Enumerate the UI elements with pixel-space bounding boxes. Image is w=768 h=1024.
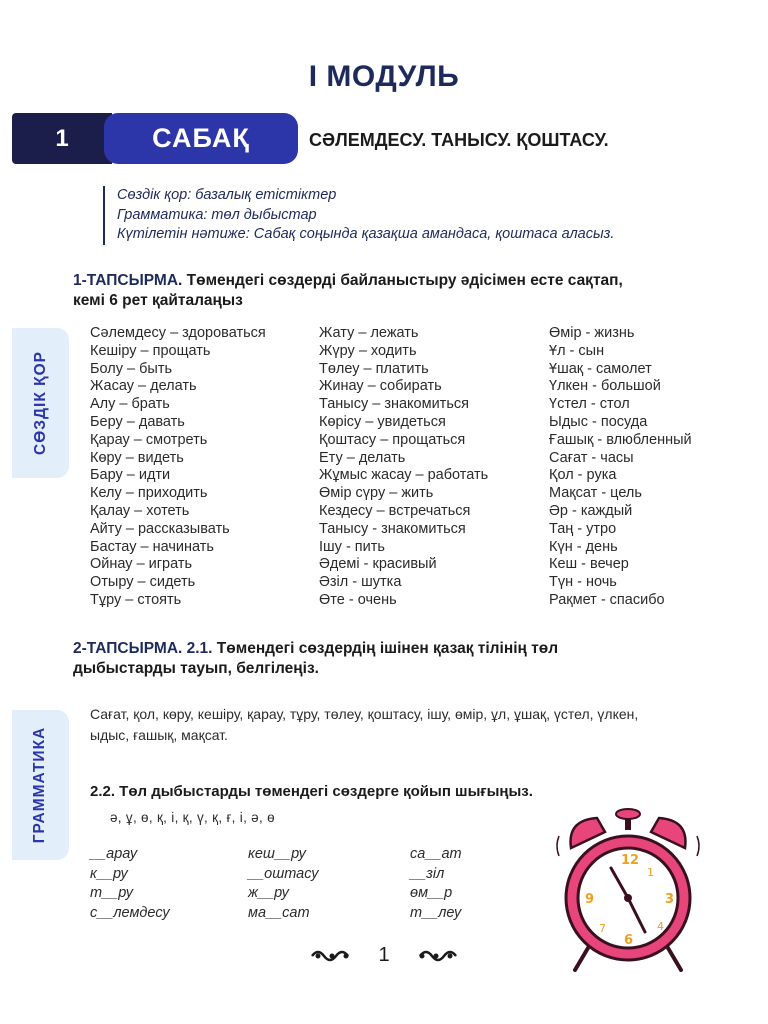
side-tab-grammar-label: ГРАММАТИКА [31, 726, 49, 844]
task1-text: . Төмендегі сөздерді байланыстыру әдісімен есте сақтап, [178, 272, 623, 289]
lesson-label: САБАҚ [104, 113, 298, 164]
vocab-item: Қол - рука [549, 467, 617, 484]
vocab-item: Ыдыс - посуда [549, 413, 648, 430]
page-number: 1 [378, 944, 390, 966]
blank-word: өм__р [410, 885, 453, 901]
lesson-meta [103, 186, 614, 245]
ornament-right-icon [414, 948, 458, 964]
task2-words: Сағат, қол, көру, кешіру, қарау, тұру, төлеу, қоштасу, ішу, өмір, ұл, ұшақ, үстел, үлкен, ыдыс, ғашық, мақсат. [90, 706, 639, 743]
vocab-column-3 [549, 325, 692, 610]
vocab-item: Жату – лежать [319, 325, 419, 341]
svg-text:12: 12 [621, 853, 640, 868]
meta-outcome: Күтілетін нәтиже: Сабақ соңында қазақша амандаса, қоштаса аласыз. [117, 226, 615, 242]
vocab-item: Отыру – сидеть [90, 574, 196, 591]
vocab-item: Кешіру – прощать [90, 342, 211, 359]
blanks-column-1 [90, 845, 170, 923]
vocab-item: Алу – брать [90, 396, 170, 413]
vocab-item: Ойнау – играть [90, 556, 193, 573]
vocab-item: Ұшақ - самолет [549, 360, 652, 377]
task1-label: 1-ТАПСЫРМА [73, 272, 179, 289]
svg-text:7: 7 [599, 922, 606, 935]
vocab-item: Жүру – ходить [319, 342, 417, 359]
vocab-item: Өмір - жизнь [549, 325, 635, 341]
svg-text:3: 3 [665, 892, 675, 907]
vocab-item: Үлкен - большой [549, 378, 661, 395]
vocab-item: Әзіл - шутка [319, 574, 402, 591]
vocab-item: Көру – видеть [90, 449, 184, 466]
vocab-item: Жасау – делать [90, 378, 197, 395]
side-tab-vocab-label: СӨЗДІК ҚОР [31, 351, 49, 455]
vocab-item: Тұру – стоять [90, 591, 182, 608]
vocab-item: Кездесу – встречаться [319, 502, 471, 519]
vocab-item: Мақсат - цель [549, 485, 642, 502]
vocab-item: Үстел - стол [549, 396, 630, 413]
blank-word: с__лемдесу [90, 904, 170, 921]
vocab-item: Таң - утро [549, 520, 617, 537]
task1-text2: кемі 6 рет қайталаңыз [73, 292, 243, 309]
vocab-item: Кеш - вечер [549, 556, 629, 573]
vocab-item: Ету – делать [319, 449, 406, 466]
vocab-item: Өте - очень [319, 591, 397, 608]
meta-vocab: Сөздік қор: базалық етістіктер [117, 187, 337, 203]
blanks-column-2 [248, 845, 319, 923]
task2-label: 2-ТАПСЫРМА [73, 640, 179, 657]
blank-word: т__леу [410, 904, 462, 921]
vocab-item: Ішу - пить [319, 538, 385, 555]
task2-text2: дыбыстарды тауып, белгілеңіз. [73, 660, 319, 677]
svg-text:9: 9 [585, 892, 595, 907]
vocab-item: Қоштасу – прощаться [319, 431, 466, 448]
task22-title: 2.2. Төл дыбыстарды төмендегі сөздерге қойып шығыңыз. [90, 783, 533, 800]
blank-word: са__ат [410, 846, 462, 862]
svg-text:1: 1 [647, 866, 654, 879]
blanks-column-3 [410, 845, 462, 923]
vocab-item: Көрісу – увидеться [319, 413, 446, 430]
svg-text:4: 4 [657, 920, 664, 933]
module-title: І МОДУЛЬ [308, 60, 460, 93]
vocab-item: Күн - день [549, 538, 618, 555]
task2-text: Төмендегі сөздердің ішінен қазақ тілінің төл [212, 640, 559, 657]
vocab-item: Әдемі - красивый [319, 556, 437, 573]
task2-number: . 2.1. [178, 640, 213, 657]
vocab-item: Ұл - сын [549, 342, 605, 359]
vocab-item: Жұмыс жасау – работать [319, 467, 489, 484]
ornament-left-icon [310, 948, 354, 964]
vocab-item: Жинау – собирать [319, 378, 442, 395]
side-tab-grammar [12, 710, 69, 860]
lesson-topic: СӘЛЕМДЕСУ. ТАНЫСУ. ҚОШТАСУ. [309, 130, 609, 150]
vocab-item: Сәлемдесу – здороваться [90, 325, 266, 341]
vocab-item: Бастау – начинать [90, 538, 214, 555]
blank-word: __арау [90, 846, 138, 862]
vocab-item: Түн - ночь [549, 574, 617, 591]
task22-letters: ә, ұ, ө, қ, і, қ, ү, қ, ғ, і, ә, ө [110, 810, 275, 825]
blank-word: ж__ру [248, 885, 289, 901]
vocab-item: Бару – идти [90, 467, 171, 484]
vocab-item: Әр - каждый [549, 502, 633, 519]
vocab-item: Танысу - знакомиться [319, 520, 466, 537]
page-footer [0, 944, 768, 967]
vocab-item: Қалау – хотеть [90, 502, 190, 519]
blank-word: __зіл [410, 865, 445, 882]
vocab-item: Өмір сүру – жить [319, 485, 434, 502]
side-tab-vocab [12, 328, 69, 478]
task2-title [73, 639, 558, 679]
blank-word: т__ру [90, 885, 134, 901]
blank-word: кеш__ру [248, 846, 306, 862]
vocab-column-2 [319, 325, 488, 610]
vocab-item: Келу – приходить [90, 485, 208, 502]
vocab-column-1 [90, 325, 266, 610]
lesson-header [12, 113, 298, 164]
svg-text:6: 6 [624, 933, 634, 948]
meta-grammar: Грамматика: төл дыбыстар [117, 206, 317, 223]
vocab-item: Сағат - часы [549, 449, 634, 466]
vocab-item: Беру – давать [90, 413, 185, 430]
vocab-item: Рақмет - спасибо [549, 591, 665, 608]
vocab-item: Айту – рассказывать [90, 520, 230, 537]
vocab-item: Ғашық - влюбленный [549, 431, 692, 448]
task1-title [73, 271, 623, 311]
blank-word: ма__сат [248, 904, 310, 921]
lesson-number: 1 [12, 113, 112, 164]
vocab-item: Төлеу – платить [319, 360, 429, 377]
vocab-item: Танысу – знакомиться [319, 396, 469, 413]
blank-word: к__ру [90, 865, 128, 882]
blank-word: __оштасу [248, 865, 319, 882]
vocab-item: Болу – быть [90, 360, 173, 377]
vocab-item: Қарау – смотреть [90, 431, 208, 448]
